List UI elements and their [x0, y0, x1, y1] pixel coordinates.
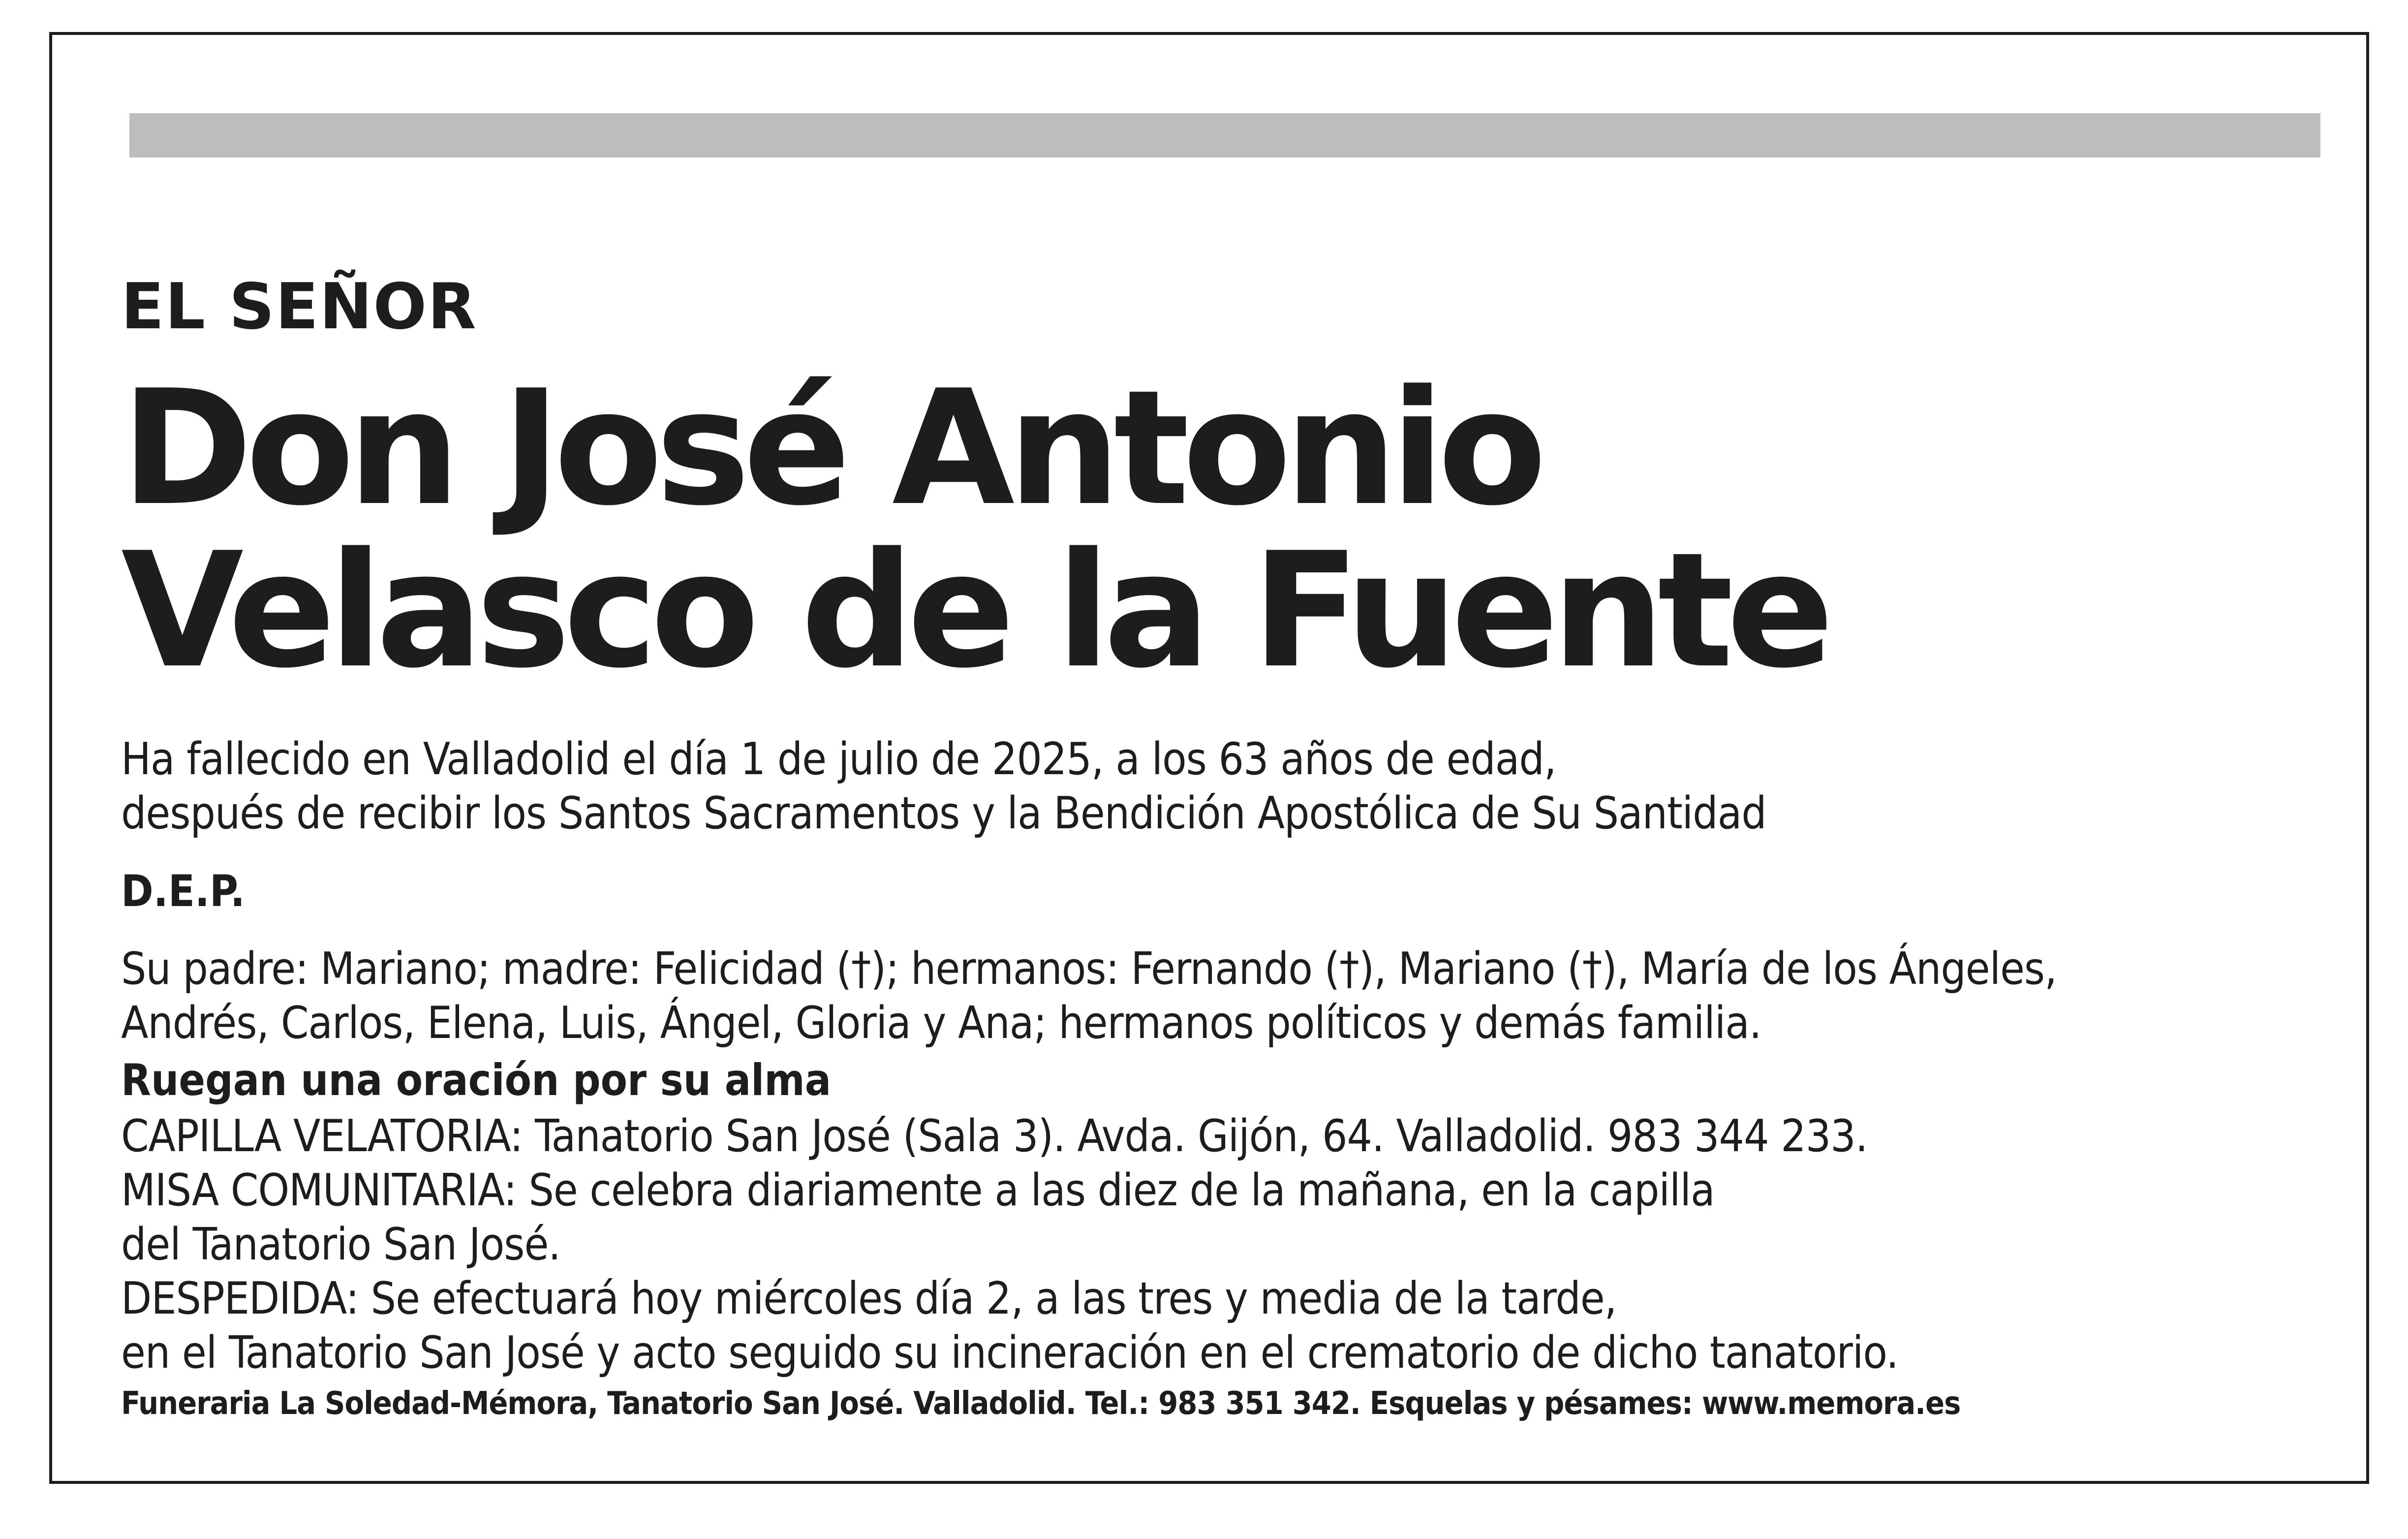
farewell-line-2: en el Tanatorio San José y acto seguido su incineración en el crematorio de dicho tanatorio.	[121, 1327, 1898, 1379]
deceased-name-line-1: Don José Antonio	[121, 356, 1540, 540]
mass-line-2: del Tanatorio San José.	[121, 1219, 560, 1270]
notice-prefix: EL SEÑOR	[121, 270, 477, 344]
family-line-2: Andrés, Carlos, Elena, Luis, Ángel, Gloria y Ana; hermanos políticos y demás familia.	[121, 997, 1761, 1049]
farewell-line-1: DESPEDIDA: Se efectuará hoy miércoles día 2, a las tres y media de la tarde,	[121, 1273, 1617, 1324]
death-details-line-1: Ha fallecido en Valladolid el día 1 de julio de 2025, a los 63 años de edad,	[121, 733, 1556, 785]
deceased-name-line-2: Velasco de la Fuente	[121, 518, 1827, 703]
family-list	[121, 942, 2335, 1050]
notice-content	[121, 270, 2335, 1423]
rip-label: D.E.P.	[121, 866, 245, 916]
header-bar	[129, 113, 2320, 157]
deceased-name	[121, 356, 2335, 703]
chapel-line: CAPILLA VELATORIA: Tanatorio San José (Sala 3). Avda. Gijón, 64. Valladolid. 983 344 233.	[121, 1110, 1868, 1162]
service-details	[121, 1109, 2335, 1380]
death-details	[121, 732, 2335, 841]
funeral-home-footer: Funeraria La Soledad-Mémora, Tanatorio San José. Valladolid. Tel.: 983 351 342. Esquelas y pésames: www.memora.es	[121, 1385, 1961, 1422]
death-details-line-2: después de recibir los Santos Sacramentos y la Bendición Apostólica de Su Santidad	[121, 787, 1766, 839]
mass-line-1: MISA COMUNITARIA: Se celebra diariamente a las diez de la mañana, en la capilla	[121, 1164, 1715, 1216]
prayer-request: Ruegan una oración por su alma	[121, 1055, 832, 1105]
family-line-1: Su padre: Mariano; madre: Felicidad (†); hermanos: Fernando (†), Mariano (†), María de los Ángeles,	[121, 943, 2057, 995]
